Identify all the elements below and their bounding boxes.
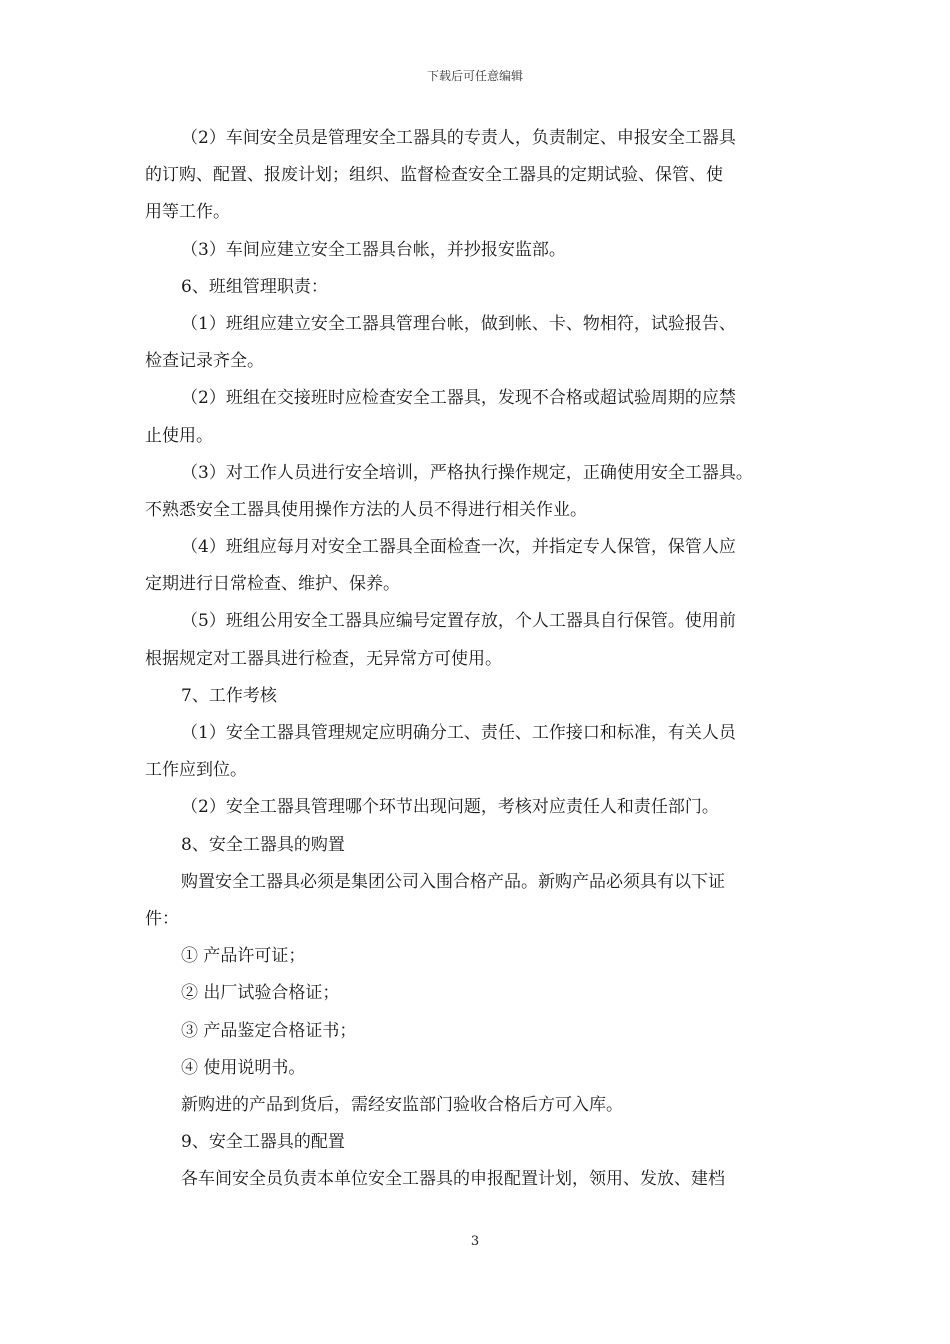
text-line: 用等工作。	[145, 202, 230, 223]
text-line: （1）安全工器具管理规定应明确分工、责任、工作接口和标准，有关人员	[181, 723, 736, 743]
text-line: 新购进的产品到货后，需经安监部门验收合格后方可入库。	[181, 1094, 623, 1115]
text-line: 件：	[145, 908, 179, 929]
page-header: 下载后可任意编辑	[426, 69, 523, 83]
text-line: 不熟悉安全工器具使用操作方法的人员不得进行相关作业。	[145, 499, 587, 520]
text-line: 的订购、配置、报废计划；组织、监督检查安全工器具的定期试验、保管、使	[145, 165, 723, 186]
document-body	[145, 120, 821, 1198]
text-line: ③ 产品鉴定合格证书；	[181, 1020, 357, 1041]
text-line: （3）对工作人员进行安全培训，严格执行操作规定，正确使用安全工器具。	[181, 462, 753, 483]
text-line: 根据规定对工器具进行检查，无异常方可使用。	[145, 648, 502, 669]
text-line: 9、安全工器具的配置	[181, 1132, 345, 1153]
text-line: ① 产品许可证；	[181, 946, 306, 967]
page-number: 3	[470, 1234, 480, 1249]
text-line: （2）班组在交接班时应检查安全工器具，发现不合格或超试验周期的应禁	[181, 388, 736, 409]
text-line: （2）车间安全员是管理安全工器具的专责人，负责制定、申报安全工器具	[181, 128, 736, 148]
text-line: （4）班组应每月对安全工器具全面检查一次，并指定专人保管，保管人应	[181, 537, 736, 558]
text-line: 8、安全工器具的购置	[181, 834, 345, 855]
text-line: 6、班组管理职责：	[181, 276, 328, 297]
text-line: 止使用。	[145, 425, 213, 446]
text-line: （5）班组公用安全工器具应编号定置存放，个人工器具自行保管。使用前	[181, 611, 736, 632]
text-line: 检查记录齐全。	[145, 351, 264, 372]
text-line: 购置安全工器具必须是集团公司入围合格产品。新购产品必须具有以下证	[181, 871, 725, 892]
text-line: 7、工作考核	[181, 685, 277, 706]
text-line: 定期进行日常检查、维护、保养。	[145, 574, 400, 595]
text-line: （1）班组应建立安全工器具管理台帐，做到帐、卡、物相符，试验报告、	[181, 313, 736, 334]
text-line: （3）车间应建立安全工器具台帐，并抄报安监部。	[181, 239, 566, 260]
text-line: （2）安全工器具管理哪个环节出现问题，考核对应责任人和责任部门。	[181, 797, 719, 818]
text-line: 各车间安全员负责本单位安全工器具的申报配置计划，领用、发放、建档	[181, 1169, 725, 1190]
text-line: ④ 使用说明书。	[181, 1057, 306, 1078]
text-line: ② 出厂试验合格证；	[181, 983, 340, 1004]
text-line: 工作应到位。	[145, 760, 247, 781]
